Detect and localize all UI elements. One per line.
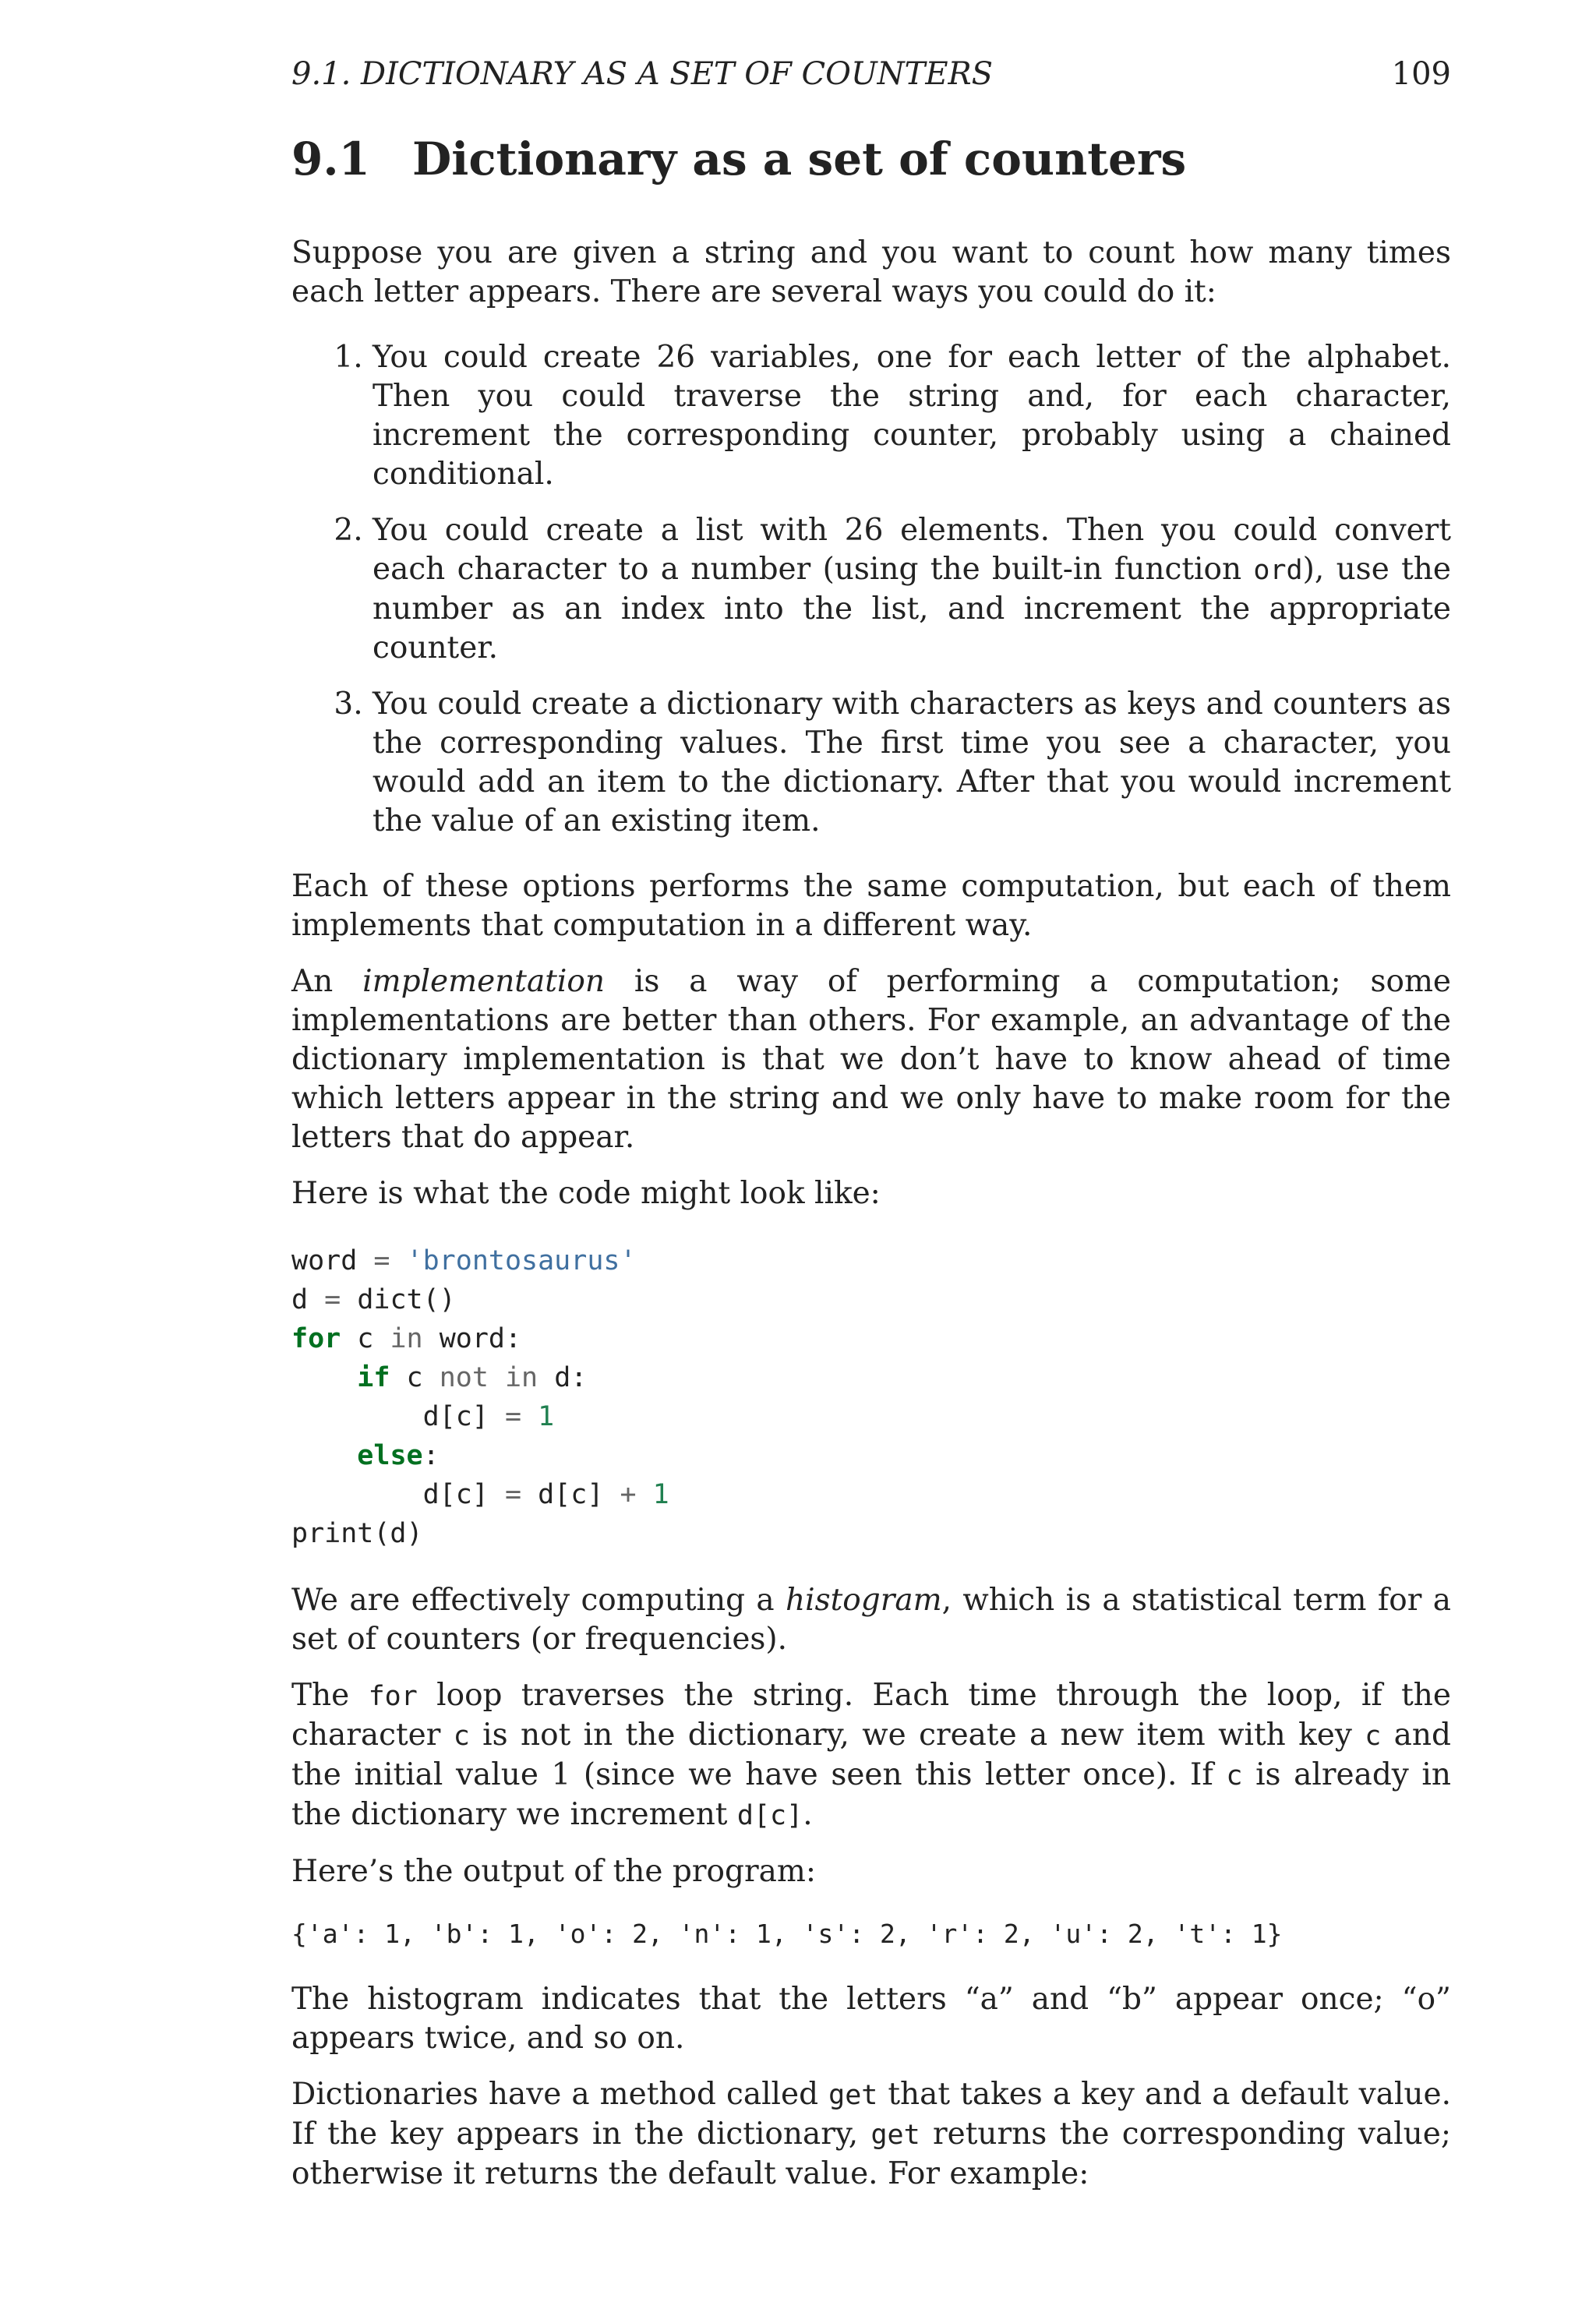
implementation-paragraph: [291, 962, 1451, 1157]
body-text: [291, 234, 1451, 2211]
options-list: [291, 338, 1451, 841]
for-loop-paragraph: The for loop traverses the string. Each time through the loop, if the character c is not in the dictionary, we create a new item with key c and the initial value 1 (since we have seen this letter once). If c is already in the dictionary we increment d[c].: [291, 1678, 1452, 1832]
intro-paragraph: Suppose you are given a string and you want to count how many times each letter appears. There are several ways you could do it:: [291, 235, 1451, 309]
hist-text-end: , which is a statistical term for a set of counters (or frequencies).: [291, 1583, 1451, 1657]
impl-text-end: is a way of performing a computation; some implementations are better than others. For example, an advantage of the dictionary implementation is that we don’t have to know ahead of time which letters appear in the string and we only have to make room for the letters that do appear.: [291, 964, 1452, 1155]
code-intro-paragraph: Here is what the code might look like:: [291, 1176, 881, 1211]
page-number: 109: [1391, 56, 1451, 92]
section-heading: [291, 132, 1186, 185]
code-block: word = 'brontosaurus' d = dict() for c in word: if c not in d: d[c] = 1 else: d[c] = d[c] + 1 print(d): [291, 1245, 669, 1549]
section-title: Dictionary as a set of counters: [412, 132, 1187, 185]
running-head-section: 9.1. DICTIONARY AS A SET OF COUNTERS: [291, 56, 994, 92]
get-method-paragraph: Dictionaries have a method called get that takes a key and a default value. If the key appears in the dictionary, get returns the corresponding value; otherwise it returns the default value. For example:: [291, 2077, 1451, 2191]
running-head: [291, 56, 1451, 92]
hist-text-start: We are effectively computing a: [291, 1583, 786, 1618]
string-literal: 'brontosaurus': [406, 1245, 637, 1276]
option-item-3: 3. You could create a dictionary with characters as keys and counters as the corresponding values. The first time you see a character, you would add an item to the dictionary. After that you would increment the value of an existing item.: [373, 685, 1451, 841]
option-2-text-end: ), use the number as an index into the list, and increment the appropriate counter.: [373, 552, 1451, 666]
term-histogram: histogram: [785, 1583, 942, 1618]
options-paragraph: Each of these options performs the same computation, but each of them implements that computation in a different way.: [291, 869, 1451, 943]
histogram-explain-paragraph: The histogram indicates that the letters “a” and “b” appear once; “o” appears twice, and so on.: [291, 1982, 1451, 2056]
option-item-2: [373, 511, 1451, 668]
option-item-1: 1. You could create 26 variables, one for each letter of the alphabet. Then you could traverse the string and, for each character, increment the corresponding counter, probably using a chained conditional.: [373, 338, 1451, 494]
option-2-text: You could create a list with 26 elements. Then you could convert each character to a number (using the built-in function: [373, 513, 1451, 587]
inline-code-ord: ord: [1253, 555, 1303, 586]
impl-text-start: An: [291, 964, 363, 999]
output-intro-paragraph: Here’s the output of the program:: [291, 1854, 816, 1889]
term-implementation: implementation: [362, 964, 605, 999]
section-number: 9.1: [291, 132, 370, 185]
histogram-paragraph: [291, 1581, 1451, 1659]
program-output: {'a': 1, 'b': 1, 'o': 2, 'n': 1, 's': 2, 'r': 2, 'u': 2, 't': 1}: [291, 1919, 1283, 1949]
